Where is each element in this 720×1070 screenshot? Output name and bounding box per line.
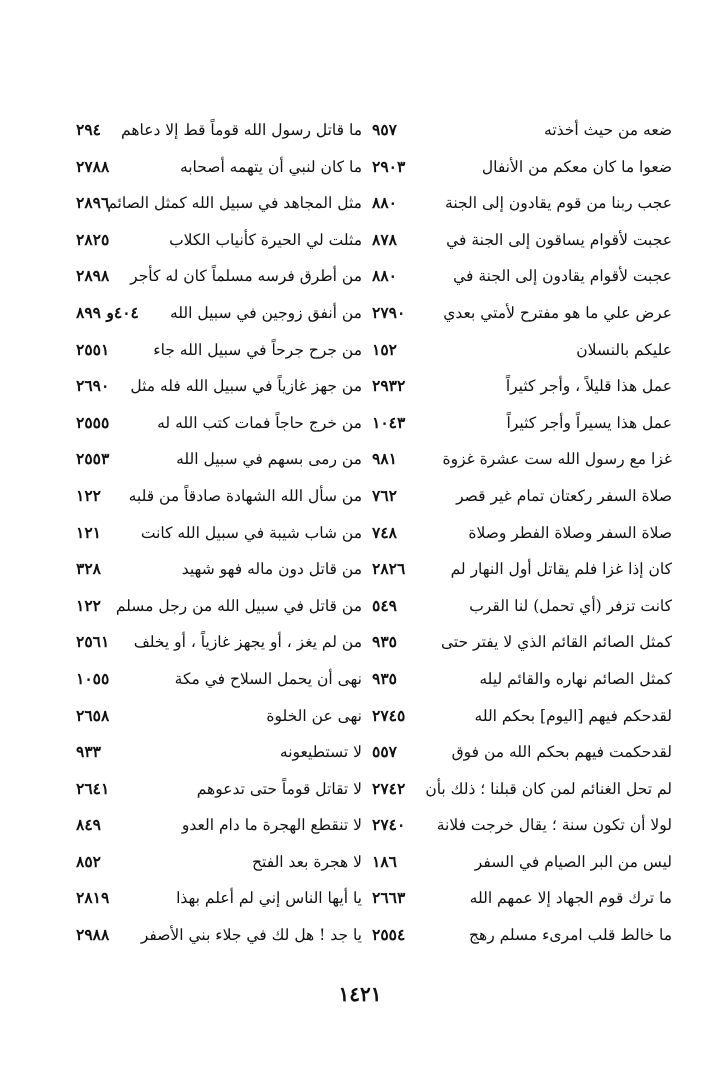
index-entry	[372, 588, 672, 625]
entry-text: عليكم بالنسلان	[576, 340, 672, 359]
entry-page-number: ٢٥٥٤	[372, 925, 406, 945]
entry-page-number: ٥٥٧	[372, 742, 397, 762]
entry-text: عجبت لأقوام يقادون إلى الجنة في	[453, 267, 672, 286]
entry-text: من قاتل دون ماله فهو شهيد	[181, 560, 362, 579]
entry-text: ليس من البر الصيام في السفر	[474, 852, 672, 871]
index-entry	[76, 880, 362, 917]
entry-page-number: ١٢١	[76, 522, 101, 542]
index-entry	[372, 185, 672, 222]
index-entry	[372, 441, 672, 478]
entry-page-number: ٢٨٢٥	[76, 229, 110, 249]
entry-page-number: ١٨٦	[372, 851, 397, 871]
entry-page-number: ٢٨٢٦	[372, 559, 406, 579]
entry-text: ما ترك قوم الجهاد إلا عمهم الله	[469, 889, 672, 908]
index-entry	[372, 551, 672, 588]
entry-text: ضعه من حيث أخذته	[544, 121, 672, 139]
index-entry	[372, 149, 672, 186]
entry-page-number: ٩٣٣	[76, 742, 101, 762]
entry-page-number: ٢٩٨٨	[76, 925, 110, 945]
index-entry	[76, 917, 362, 954]
entry-page-number: ١٠٥٥	[76, 668, 110, 688]
entry-text: يا أيها الناس إني لم أعلم بهذا	[176, 889, 362, 908]
index-entry	[76, 844, 362, 881]
entry-page-number: ٩٥٧	[372, 120, 397, 139]
entry-page-number: ٢٥٥١	[76, 339, 110, 359]
entry-page-number: ٢٧٨٨	[76, 156, 110, 176]
entry-text: لا تنقطع الهجرة ما دام العدو	[181, 816, 362, 835]
entry-text: مثلت لي الحيرة كأنياب الكلاب	[169, 230, 362, 249]
index-entry	[372, 807, 672, 844]
entry-text: يا جد ! هل لك في جلاء بني الأصفر	[140, 926, 362, 945]
entry-text: ضعوا ما كان معكم من الأنفال	[481, 157, 672, 176]
entry-page-number: ٨٤٩	[76, 815, 101, 835]
index-entry	[76, 661, 362, 698]
entry-page-number: ٢٧٤٢	[372, 778, 406, 798]
entry-page-number: ٨٨٠	[372, 266, 397, 286]
index-entry	[76, 698, 362, 735]
entry-text: لولا أن تكون سنة ؛ يقال خرجت فلانة	[436, 816, 672, 835]
index-entry	[372, 661, 672, 698]
entry-text: كمثل الصائم القائم الذي لا يفتر حتى	[440, 633, 672, 652]
entry-text: صلاة السفر ركعتان تمام غير قصر	[456, 486, 672, 505]
entry-text: لا هجرة بعد الفتح	[252, 852, 362, 871]
entry-text: ما خالط قلب امرىء مسلم رهج	[469, 926, 672, 945]
index-entry	[372, 112, 672, 149]
entry-page-number: ٢٨٩٨	[76, 266, 110, 286]
entry-page-number: ١٢٢	[76, 595, 101, 615]
entry-text: عجبت لأقوام يساقون إلى الجنة في	[446, 230, 672, 249]
entry-text: لا تقاتل قوماً حتى تدعوهم	[196, 779, 362, 798]
entry-text: عمل هذا يسيراً وأجر كثيراً	[506, 413, 672, 432]
entry-text: كان إذا غزا فلم يقاتل أول النهار لم	[450, 560, 672, 579]
index-entry	[76, 368, 362, 405]
entry-text: عمل هذا قليلاً ، وأجر كثيراً	[505, 377, 672, 396]
index-entry	[76, 551, 362, 588]
index-entry	[76, 112, 362, 149]
index-entry	[372, 771, 672, 808]
entry-page-number: ٢٧٤٥	[372, 705, 406, 725]
entry-text: لم تحل الغنائم لمن كان قبلنا ؛ ذلك بأن	[425, 779, 672, 798]
page-number: ١٤٢١	[338, 982, 382, 1006]
entry-text: غزا مع رسول الله ست عشرة غزوة	[442, 450, 672, 469]
index-entry	[76, 588, 362, 625]
index-entry	[372, 917, 672, 954]
entry-page-number: ٢٩٣٢	[372, 376, 406, 396]
index-entry	[372, 478, 672, 515]
entry-page-number: ٢٦٦٣	[372, 888, 406, 908]
entry-page-number: ٤٠٤و ٨٩٩	[76, 302, 139, 322]
entry-text: من رمى بسهم في سبيل الله	[176, 450, 362, 469]
index-entry	[76, 771, 362, 808]
entry-page-number: ٥٤٩	[372, 595, 397, 615]
entry-text: ما كان لنبي أن يتهمه أصحابه	[179, 157, 362, 176]
entry-text: كانت تزفر (أي تحمل) لنا القرب	[469, 596, 672, 615]
entry-page-number: ٢٥٥٥	[76, 412, 110, 432]
index-column-left	[76, 112, 362, 954]
entry-page-number: ٢٩٠٣	[372, 156, 406, 176]
index-entry	[76, 807, 362, 844]
index-entry	[76, 624, 362, 661]
index-entry	[76, 295, 362, 332]
entry-text: ما قاتل رسول الله قوماً قط إلا دعاهم	[121, 121, 362, 139]
entry-text: صلاة السفر وصلاة الفطر وصلاة	[468, 523, 672, 542]
entry-text: من شاب شيبة في سبيل الله كانت	[140, 523, 362, 542]
index-entry	[372, 698, 672, 735]
entry-text: عرض علي ما هو مفترح لأمتي بعدي	[443, 303, 672, 322]
index-entry	[372, 295, 672, 332]
entry-page-number: ٢٧٩٠	[372, 302, 406, 322]
entry-text: نهى أن يحمل السلاح في مكة	[174, 669, 362, 688]
entry-page-number: ٨٥٢	[76, 851, 101, 871]
index-entry	[372, 734, 672, 771]
entry-text: عجب ربنا من قوم يقادون إلى الجنة	[445, 194, 672, 213]
index-entry	[76, 332, 362, 369]
entry-page-number: ٢٨٩٦	[76, 193, 110, 213]
entry-page-number: ٨٨٠	[372, 193, 397, 213]
index-entry	[372, 844, 672, 881]
entry-text: من أطرق فرسه مسلماً كان له كأجر	[130, 267, 362, 286]
entry-text: من لم يغز ، أو يجهز غازياً ، أو يخلف	[133, 633, 362, 652]
entry-page-number: ٣٢٨	[76, 559, 101, 579]
entry-text: من خرج حاجاً فمات كتب الله له	[157, 413, 362, 432]
entry-page-number: ٩٣٥	[372, 668, 397, 688]
entry-page-number: ٢٦٥٨	[76, 705, 110, 725]
index-entry	[76, 149, 362, 186]
entry-page-number: ٧٦٢	[372, 485, 397, 505]
entry-text: من جرح جرحاً في سبيل الله جاء	[153, 340, 362, 359]
entry-text: نهى عن الخلوة	[266, 706, 362, 725]
entry-text: لقدحكم فيهم [اليوم] بحكم الله	[474, 706, 672, 725]
entry-text: لقدحكمت فيهم بحكم الله من فوق	[451, 743, 672, 762]
index-entry	[372, 880, 672, 917]
entry-page-number: ٩٨١	[372, 449, 397, 469]
index-entry	[76, 734, 362, 771]
entry-text: كمثل الصائم نهاره والقائم ليله	[479, 669, 672, 688]
entry-page-number: ١٥٢	[372, 339, 397, 359]
index-column-right	[372, 112, 672, 954]
index-entry	[76, 258, 362, 295]
entry-text: من أنفق زوجين في سبيل الله	[169, 303, 362, 322]
entry-text: من سأل الله الشهادة صادقاً من قلبه	[128, 486, 362, 505]
index-entry	[76, 478, 362, 515]
entry-page-number: ١٢٢	[76, 485, 101, 505]
index-entry	[372, 258, 672, 295]
index-entry	[76, 405, 362, 442]
index-entry	[372, 405, 672, 442]
entry-page-number: ٢٦٩٠	[76, 376, 110, 396]
index-entry	[76, 185, 362, 222]
entry-text: من قاتل في سبيل الله من رجل مسلم	[115, 596, 362, 615]
index-entry	[372, 222, 672, 259]
index-entry	[372, 624, 672, 661]
entry-page-number: ٩٣٥	[372, 632, 397, 652]
entry-page-number: ١٠٤٣	[372, 412, 406, 432]
entry-text: من جهز غازياً في سبيل الله فله مثل	[130, 377, 362, 396]
entry-page-number: ٢٧٤٠	[372, 815, 406, 835]
entry-page-number: ٧٤٨	[372, 522, 397, 542]
entry-page-number: ٢٨١٩	[76, 888, 110, 908]
entry-page-number: ٢٩٤	[76, 120, 101, 139]
index-entry	[372, 332, 672, 369]
index-entry	[76, 441, 362, 478]
entry-text: لا تستطيعونه	[279, 743, 362, 762]
entry-page-number: ٢٦٤١	[76, 778, 110, 798]
entry-page-number: ٢٥٦١	[76, 632, 110, 652]
index-entry	[372, 368, 672, 405]
index-entry	[76, 222, 362, 259]
index-entry	[76, 515, 362, 552]
entry-page-number: ٢٥٥٣	[76, 449, 110, 469]
entry-page-number: ٨٧٨	[372, 229, 397, 249]
entry-text: مثل المجاهد في سبيل الله كمثل الصائم	[107, 194, 362, 213]
index-entry	[372, 515, 672, 552]
